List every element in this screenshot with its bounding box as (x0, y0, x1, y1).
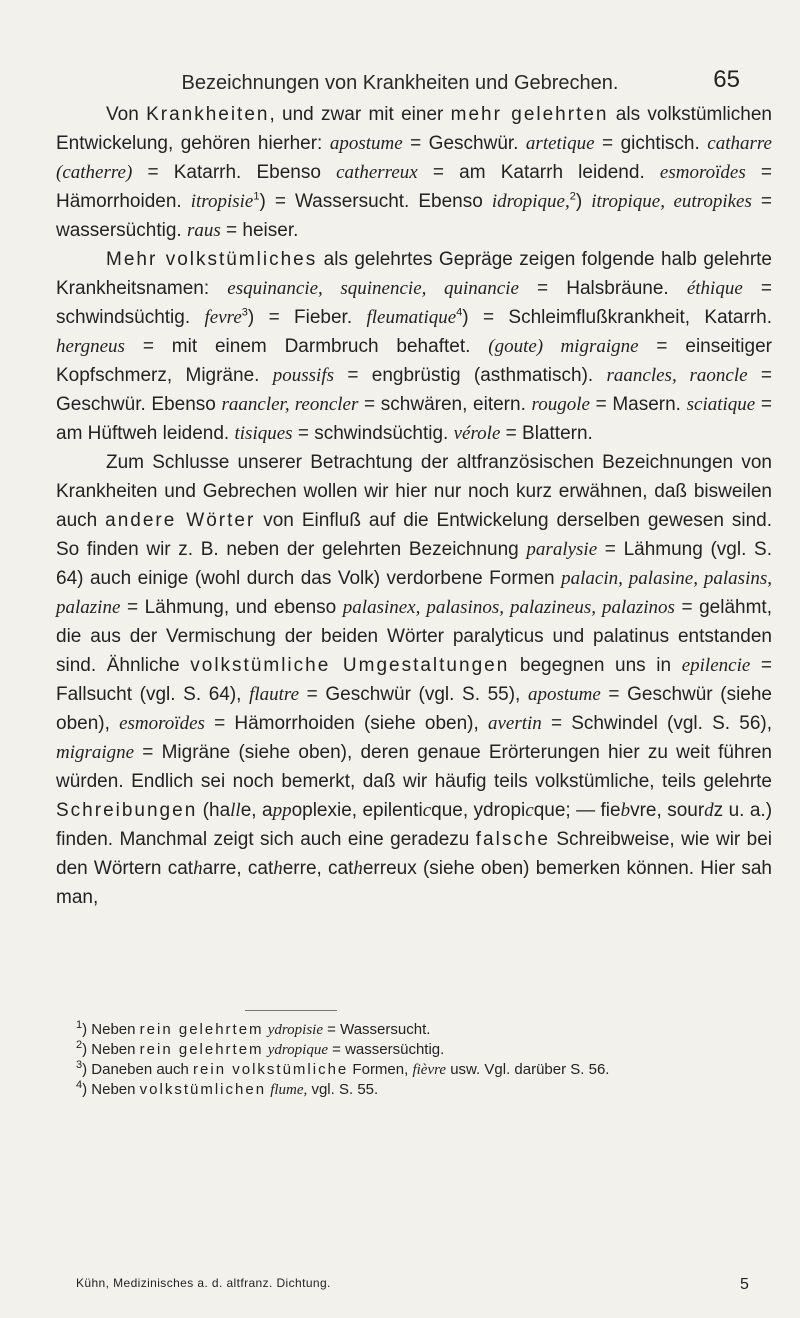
footnote: $^4$) Neben volkstümlichen flume, vgl. S. 55. (76, 1079, 379, 1098)
imprint-line: Kühn, Medizinisches a. d. altfranz. Dichtung. (76, 1276, 331, 1290)
footnote-divider (245, 1010, 337, 1011)
footnotes (76, 1020, 776, 1100)
page-number: 65 (713, 66, 740, 93)
footnote: $^2$) Neben rein gelehrtem ydropique = wassersüchtig. (76, 1039, 445, 1058)
footnote: $^3$) Daneben auch rein volkstümliche Formen, fièvre usw. Vgl. darüber S. 56. (76, 1059, 610, 1078)
footnote: $^1$) Neben rein gelehrtem ydropisie = Wassersucht. (76, 1019, 431, 1038)
paragraph: Zum Schlusse unserer Betrachtung der altfranzösischen Bezeichnungen von Krankheiten und Gebrechen wollen wir hier nur noch kurz erwähnen, daß bisweilen auch andere Wörter von Einfluß auf die Entwickelung derselben gewesen sind. So finden wir z. B. neben der gelehrten Bezeichnung paralysie = Lähmung (vgl. S. 64) auch einige (wohl durch das Volk) verdorbene Formen palacin, palasine, palasins, palazine = Lähmung, und ebenso palasinex, palasinos, palazineus, palazinos = gelähmt, die aus der Vermischung der beiden Wörter paralyticus und palatinus entstanden sind. Ähnliche volkstümliche Umgestaltungen begegnen uns in epilencie = Fallsucht (vgl. S. 64), flautre = Geschwür (vgl. S. 55), apostume = Geschwür (siehe oben), esmoroïdes = Hämorrhoiden (siehe oben), avertin = Schwindel (vgl. S. 56), migraigne = Migräne (siehe oben), deren genaue Erörterungen hier zu weit führen würden. Endlich sei noch bemerkt, daß wir häufig teils volkstümliche, teils gelehrte Schreibungen (halle, appoplexie, epilenticque, ydropicque; — fiebvre, sourdz u. a.) finden. Manchmal zeigt sich auch eine geradezu falsche Schreibweise, wie wir bei den Wörtern catharre, catherre, catherreux (siehe oben) bemerken können. Hier sah man, (56, 452, 773, 908)
paragraph: Von Krankheiten, und zwar mit einer mehr gelehrten als volkstümlichen Entwickelung, gehören hierher: apostume = Geschwür. artetique = gichtisch. catharre (catherre) = Katarrh. Ebenso catherreux = am Katarrh leidend. esmoroïdes = Hämorrhoiden. itropisie$^1$) = Wassersucht. Ebenso idropique,$^2$) itropique, eutropikes = wassersüchtig. raus = heiser. (56, 104, 773, 241)
running-title: Bezeichnungen von Krankheiten und Gebrechen. (181, 72, 619, 94)
paragraph: Mehr volkstümliches als gelehrtes Gepräge zeigen folgende halb gelehrte Krankheitsnamen: esquinancie, squinencie, quinancie = Halsbräune. éthique = schwindsüchtig. fevre$^3$) = Fieber. fleumatique$^4$) = Schleimflußkrankheit, Katarrh. hergneus = mit einem Darmbruch behaftet. (goute) migraigne = einseitiger Kopfschmerz, Migräne. poussifs = engbrüstig (asthmatisch). raancles, raoncle = Geschwür. Ebenso raancler, reoncler = schwären, eitern. rougole = Masern. sciatique = am Hüftweh leidend. tisiques = schwindsüchtig. vérole = Blattern. (56, 249, 773, 444)
signature-mark: 5 (740, 1276, 749, 1293)
body-text (56, 100, 772, 912)
